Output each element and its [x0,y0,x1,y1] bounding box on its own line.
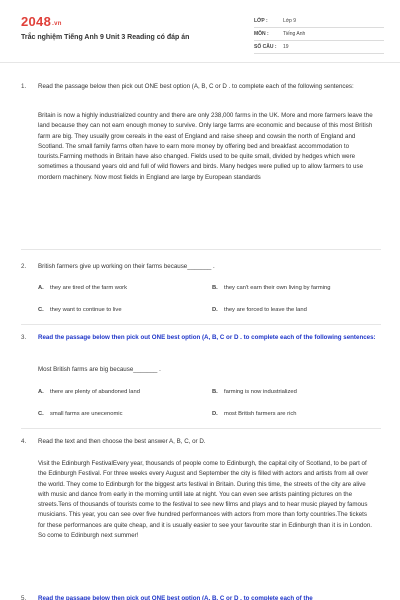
option-a[interactable] [38,389,140,395]
divider [21,324,381,325]
question-stem: Read the passage below then pick out ONE best option (A, B, C or D . to complete each of the [38,595,313,600]
option-a[interactable] [38,285,127,291]
option-letter: A. [38,285,44,291]
question-number: 2. [21,263,27,270]
divider [21,249,381,250]
option-text: small farms are unecenomic [50,411,123,417]
option-letter: D. [212,307,218,313]
question-number: 1. [21,83,27,90]
question-sub-stem: Most British farms are big because_______ . [38,366,161,373]
logo-sub: .vn [52,21,62,27]
option-b[interactable] [212,285,330,291]
option-text: they can't earn their own living by farming [224,285,331,291]
meta-key: MÔN : [254,31,269,37]
meta-value: 19 [283,44,289,50]
option-text: most British farmers are rich [224,411,297,417]
option-text: farming is now industrialized [224,389,297,395]
question-stem: Read the passage below then pick out ONE best option (A, B, C or D . to complete each of the following sentences: [38,334,376,341]
question-stem: British farmers give up working on their farms because_______ . [38,263,215,270]
meta-key: LỚP : [254,18,268,24]
meta-row-subject [254,28,384,41]
option-letter: A. [38,389,44,395]
option-letter: B. [212,285,218,291]
header-divider [0,62,400,63]
option-text: they are tired of the farm work [50,285,128,291]
question-1-passage: Britain is now a highly industrialized country and there are only 238,000 farms in the UK. More and more farmers leave the land because they can not earn enough money to survive. Only large farms are economic and because of this most British farm are big. They usually grow cereals in the east of England and raise sheep and cowsin the north of England and Scotland. The small family farms often have to earn more money by offering bed and breakfast accommodation to tourists.Farming methods in Britain have also changed. Fields used to be quite small, divided by hedges which were sometimes a thousand years old and full of wild flowers and birds. Many hedges were pulled up to allow farmers to use mordern machinery. Now most fields in England are large by European standards [38,112,373,181]
question-number: 4. [21,438,27,445]
page-title: Trắc nghiệm Tiếng Anh 9 Unit 3 Reading có đáp án [21,34,190,41]
question-stem: Read the text and then choose the best answer A, B, C, or D. [38,438,206,445]
meta-row-count [254,41,384,54]
option-d[interactable] [212,307,307,313]
option-letter: D. [212,411,218,417]
divider [21,428,381,429]
logo-main: 2048 [21,14,52,29]
option-text: there are plenty of abandoned land [50,389,140,395]
meta-row-class [254,15,384,28]
option-d[interactable] [212,411,296,417]
meta-value: Lớp 9 [283,18,297,24]
meta-key: SỐ CÂU : [254,44,277,50]
site-logo[interactable] [21,14,62,29]
page-header [0,0,400,62]
option-c[interactable] [38,411,123,417]
question-number: 5. [21,595,27,600]
meta-value: Tiếng Anh [283,31,306,37]
option-text: they want to continue to live [50,307,122,313]
option-letter: B. [212,389,218,395]
question-stem: Read the passage below then pick out ONE best option (A, B, C or D . to complete each of the following sentences: [38,83,354,90]
option-c[interactable] [38,307,122,313]
option-letter: C. [38,411,44,417]
option-b[interactable] [212,389,297,395]
option-text: they are forced to leave the land [224,307,307,313]
option-letter: C. [38,307,44,313]
question-4-passage: Visit the Edinburgh FestivalEvery year, thousands of people come to Edinburgh, the capital city of Scotland, to be part of the Edinburgh Festival. For three weeks every August and September the city is filled with actors and artists from all over the world. They come to Edinburgh for the biggest arts festival in Britain. During this time, the streets of the city are alive with music and dance from early in the morning untill late at night. You can even see artists painting pictures on the streets.Tens of thousands of tourists come to the festival to see new films and plays and to hear music played by famous musicians. This year, you can see over five hundred performances with actors from more than forty countries.The tickets for these performances are quite cheap, and it is usually easier to see your favourite star in Edinburgh than it is in London. So come to Edinburgh next summer! [38,460,372,540]
question-number: 3. [21,334,27,341]
